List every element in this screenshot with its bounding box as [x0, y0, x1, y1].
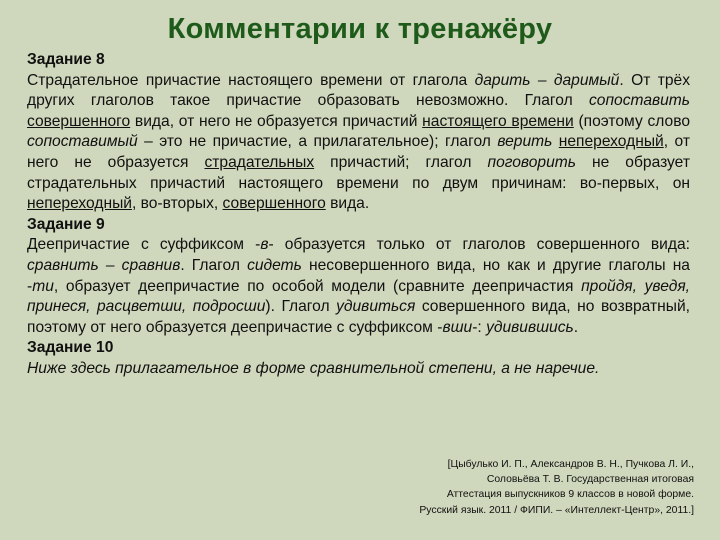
task9-heading: Задание 9: [27, 215, 105, 233]
task9-italic-text: сравнить – сравнив: [27, 256, 181, 274]
task8-paragraph: [27, 71, 690, 215]
slide-title: Комментарии к тренажёру: [167, 13, 553, 45]
task8-underlined-text: настоящего времени: [422, 112, 574, 130]
task8-text: вида.: [325, 195, 370, 213]
source-line: Русский язык. 2011 / ФИПИ. – «Интеллект-Центр», 2011.]: [419, 504, 694, 516]
comments-body: [27, 50, 690, 380]
source-citation: [334, 457, 694, 518]
task8-italic-text: дарить – даримый: [474, 71, 620, 89]
task8-heading: Задание 8: [27, 51, 105, 68]
task8-text: , во-вторых,: [131, 195, 223, 213]
task9-italic-text: в: [260, 236, 269, 254]
task8-italic-text: сопоставимый: [27, 133, 138, 151]
task9-text: совершенного вида, но возвратный, поэтому от него образуется деепричастие с суффиксом -: [27, 298, 690, 336]
task9-text: несовершенного вида, но как и другие глаголы на -: [27, 256, 690, 295]
task8-underlined-text: совершенного: [222, 195, 326, 213]
task8-text: , от него не образуется: [27, 133, 690, 171]
task9-text: . Глагол: [180, 256, 248, 274]
task9-text: .: [573, 318, 579, 336]
task9-italic-text: удивиться: [336, 298, 416, 316]
task8-text: причастий; глагол: [314, 153, 488, 171]
task9-italic-text: пройдя, уведя, принеся, расцветши, подросши: [27, 277, 690, 316]
task8-text: – это не причастие, а прилагательное); глагол: [137, 133, 498, 151]
task8-text: вида, от него не образуется причастий: [130, 112, 423, 130]
task8-italic-text: поговорить: [487, 153, 576, 171]
task10-paragraph: [27, 359, 690, 380]
task9-italic-text: ти: [32, 277, 54, 295]
task8-underlined-text: страдательных: [204, 153, 315, 171]
task9-italic-text: удивившись: [486, 318, 574, 336]
task8-text: Страдательное причастие настоящего времени от глагола: [27, 71, 475, 89]
source-line: Аттестация выпускников 9 классов в новой форме.: [446, 489, 694, 501]
task8-underlined-text: непереходный: [27, 195, 132, 213]
task9-italic-text: сидеть: [247, 256, 302, 274]
task8-underlined-text: совершенного: [27, 112, 131, 130]
task10-heading: Задание 10: [27, 339, 114, 357]
task9-text: -:: [472, 318, 487, 336]
task8-italic-text: верить: [497, 133, 553, 151]
task8-text: не образует страдательных причастий настоящего времени по двум причинам: во-первых, он: [27, 153, 690, 192]
task9-text: , образует деепричастие по особой модели (сравните деепричастия: [53, 277, 582, 295]
task8-underlined-text: непереходный: [558, 133, 664, 151]
task9-text: - образуется только от глаголов совершенного вида:: [268, 236, 690, 254]
source-line: [Цыбулько И. П., Александров В. Н., Пучкова Л. И.,: [447, 459, 694, 470]
task9-text: Деепричастие с суффиксом -: [27, 236, 261, 254]
source-line: Соловьёва Т. В. Государственная итоговая: [486, 474, 694, 486]
task10-italic-text: Ниже здесь прилагательное в форме сравнительной степени, а не наречие.: [27, 359, 600, 377]
task9-text: ). Глагол: [265, 298, 337, 316]
task9-italic-text: вши: [442, 318, 473, 336]
task9-paragraph: [27, 235, 690, 338]
task8-text: (поэтому слово: [573, 112, 691, 130]
task8-italic-text: сопоставить: [588, 92, 690, 110]
task8-text: . От трёх других глаголов такое причастие образовать невозможно. Глагол: [27, 71, 691, 110]
